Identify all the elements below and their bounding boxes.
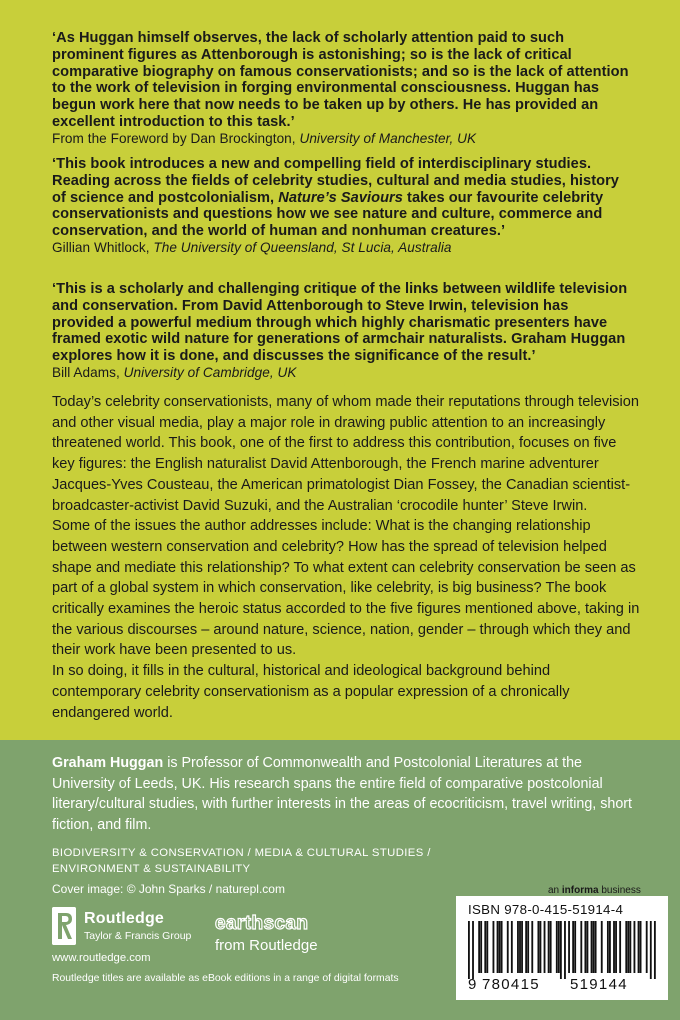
author-bio-text: is Professor of Commonwealth and Postcolonial Literatures at the University of Leeds, UK. His research spans the entire field of comparative postcolonial literary/cultural studies, with further interests in the areas of ecocriticism, travel writing, short fiction, and film.: [52, 755, 633, 833]
barcode-bar: [587, 921, 589, 973]
source-affiliation: The University of Queensland, St Lucia, Australia: [153, 239, 452, 255]
barcode-bar: [654, 921, 656, 979]
barcode-bar: [564, 921, 566, 979]
book-description: [52, 392, 642, 723]
barcode-bar: [468, 921, 470, 979]
routledge-r-icon: [52, 907, 76, 945]
barcode-bar: [634, 921, 636, 973]
barcode-bar: [558, 921, 560, 973]
quote-text: ‘As Huggan himself observes, the lack of scholarly attention paid to such prominent figures as Attenborough is astonishing; so is the lack of critical comparative biography on famous conservationists; and so is the lack of attention to the work of television in forging environmental consciousness. Huggan has begun work here that now needs to be taken up by others. He has provided an excellent introduction to this task.’: [52, 30, 629, 130]
barcode-bar: [568, 921, 570, 973]
informa-brand: informa: [561, 885, 599, 896]
barcode-bar: [640, 921, 642, 973]
routledge-tagline: Taylor & Francis Group: [84, 930, 192, 942]
barcode-bar: [595, 921, 597, 973]
routledge-name: Routledge: [84, 910, 165, 927]
barcode-bar: [484, 921, 486, 973]
informa-business: [548, 885, 641, 896]
barcode-icon: [468, 921, 656, 979]
barcode-bar: [591, 921, 593, 973]
author-name: Graham Huggan: [52, 755, 164, 771]
barcode-bar: [619, 921, 621, 973]
source-name: From the Foreword by Dan Brockington,: [52, 130, 300, 146]
barcode-digit: 9: [468, 976, 478, 993]
description-paragraph: Today’s celebrity conservationists, many of whom made their reputations through television and other visual media, play a major role in drawing public attention to an increasingly threatened world. This book, one of the first to address this contribution, focuses on five key figures: the English naturalist David Attenborough, the French marine adventurer Jacques-Yves Cousteau, the American primatologist Dian Fossey, the Canadian scientist-broadcaster-activist David Suzuki, and the Australian ‘crocodile hunter’ Steve Irwin.: [52, 394, 640, 514]
quote-source: [52, 240, 634, 257]
informa-suffix: business: [598, 885, 641, 896]
barcode-bar: [609, 921, 611, 973]
routledge-logo: [52, 907, 212, 947]
barcode-bar: [580, 921, 582, 973]
isbn-label: ISBN 978-0-415-51914-4: [468, 902, 624, 917]
author-bio: [52, 753, 642, 835]
barcode-bar: [627, 921, 629, 973]
earthscan-name: earthscan: [215, 913, 309, 934]
barcode-bar: [615, 921, 617, 973]
barcode-bar: [493, 921, 495, 973]
barcode-group: 780415: [482, 976, 540, 993]
description-paragraph: Some of the issues the author addresses include: What is the changing relationship between western conservation and celebrity? How has the spread of television helped shape and mediate this relationship? To what extent can celebrity conservation be seen as part of a global system in which conservation, like celebrity, is big business? The book critically examines the heroic status accorded to the five figures mentioned above, taking in the various discourses – around nature, science, nation, gender – through which they and their work have been presented to us.: [52, 518, 640, 659]
barcode-bar: [646, 921, 648, 973]
barcode-bar: [511, 921, 513, 973]
book-title: Nature’s Saviours: [278, 189, 403, 206]
barcode-bar: [480, 921, 482, 973]
barcode-bar: [497, 921, 499, 973]
barcode-bar: [507, 921, 509, 973]
barcode-bar: [625, 921, 627, 973]
barcode-bar: [550, 921, 552, 973]
barcode-bar: [521, 921, 523, 973]
review-quote-1: [52, 30, 634, 148]
barcode-bar: [519, 921, 521, 973]
barcode-bar: [499, 921, 501, 973]
barcode-bar: [601, 921, 603, 973]
barcode-bar: [517, 921, 519, 973]
source-name: Bill Adams,: [52, 364, 124, 380]
publisher-url: www.routledge.com: [52, 952, 151, 964]
barcode-bar: [501, 921, 503, 973]
barcode-bar: [572, 921, 574, 973]
quote-source: [52, 131, 634, 148]
barcode-bar: [540, 921, 542, 973]
ebook-note: Routledge titles are available as eBook editions in a range of digital formats: [52, 973, 399, 984]
barcode-bar: [574, 921, 576, 973]
subject-line: ENVIRONMENT & SUSTAINABILITY: [52, 863, 251, 875]
barcode-bar: [560, 921, 562, 979]
barcode-bar: [638, 921, 640, 973]
subject-categories: [52, 845, 472, 877]
review-quote-3: [52, 281, 634, 382]
barcode-bar: [527, 921, 529, 973]
quote-text-part: ‘This book introduces a new and compelling field of interdisciplinary studies. Reading across the fields of celebrity studies, cultural and media studies, history of science and postcolonialism,: [52, 156, 619, 206]
barcode-bar: [478, 921, 480, 973]
barcode-group: 519144: [570, 976, 628, 993]
barcode-bar: [486, 921, 488, 973]
description-paragraph: In so doing, it fills in the cultural, historical and ideological background behind contemporary celebrity conservationism as a popular expression of a chronically endangered world.: [52, 663, 570, 721]
informa-prefix: an: [548, 885, 562, 896]
subject-line: BIODIVERSITY & CONSERVATION / MEDIA & CULTURAL STUDIES /: [52, 847, 431, 859]
barcode-bar: [548, 921, 550, 973]
cover-credit: Cover image: © John Sparks / naturepl.com: [52, 882, 285, 896]
review-quote-2: [52, 156, 634, 257]
barcode-bar: [593, 921, 595, 973]
source-affiliation: University of Manchester, UK: [299, 130, 477, 146]
barcode-bar: [629, 921, 631, 973]
quote-text-part: takes our favourite celebrity conservationists and questions how we see nature and culture, commerce and conservation, and the world of human and nonhuman creatures.’: [52, 189, 604, 240]
barcode-bar: [613, 921, 615, 973]
quote-text: [52, 156, 619, 239]
source-affiliation: University of Cambridge, UK: [123, 364, 297, 380]
barcode-bar: [472, 921, 474, 979]
isbn-barcode-box: [456, 896, 668, 1000]
barcode-bar: [531, 921, 533, 973]
earthscan-logo: [215, 913, 345, 959]
barcode-bar: [525, 921, 527, 973]
barcode-bar: [556, 921, 558, 973]
source-name: Gillian Whitlock,: [52, 239, 154, 255]
earthscan-from: from Routledge: [215, 937, 318, 954]
barcode-bar: [650, 921, 652, 979]
barcode-bar: [607, 921, 609, 973]
barcode-bar: [537, 921, 539, 973]
barcode-bar: [544, 921, 546, 973]
barcode-bar: [584, 921, 586, 973]
quote-text: ‘This is a scholarly and challenging critique of the links between wildlife television and conservation. From David Attenborough to Steve Irwin, television has provided a powerful medium through which highly charismatic presenters have framed exotic wild nature for generations of armchair naturalists. Graham Huggan explores how it is done, and discusses the significance of the result.’: [52, 281, 628, 365]
barcode-number: [468, 976, 660, 996]
quote-source: [52, 365, 634, 382]
